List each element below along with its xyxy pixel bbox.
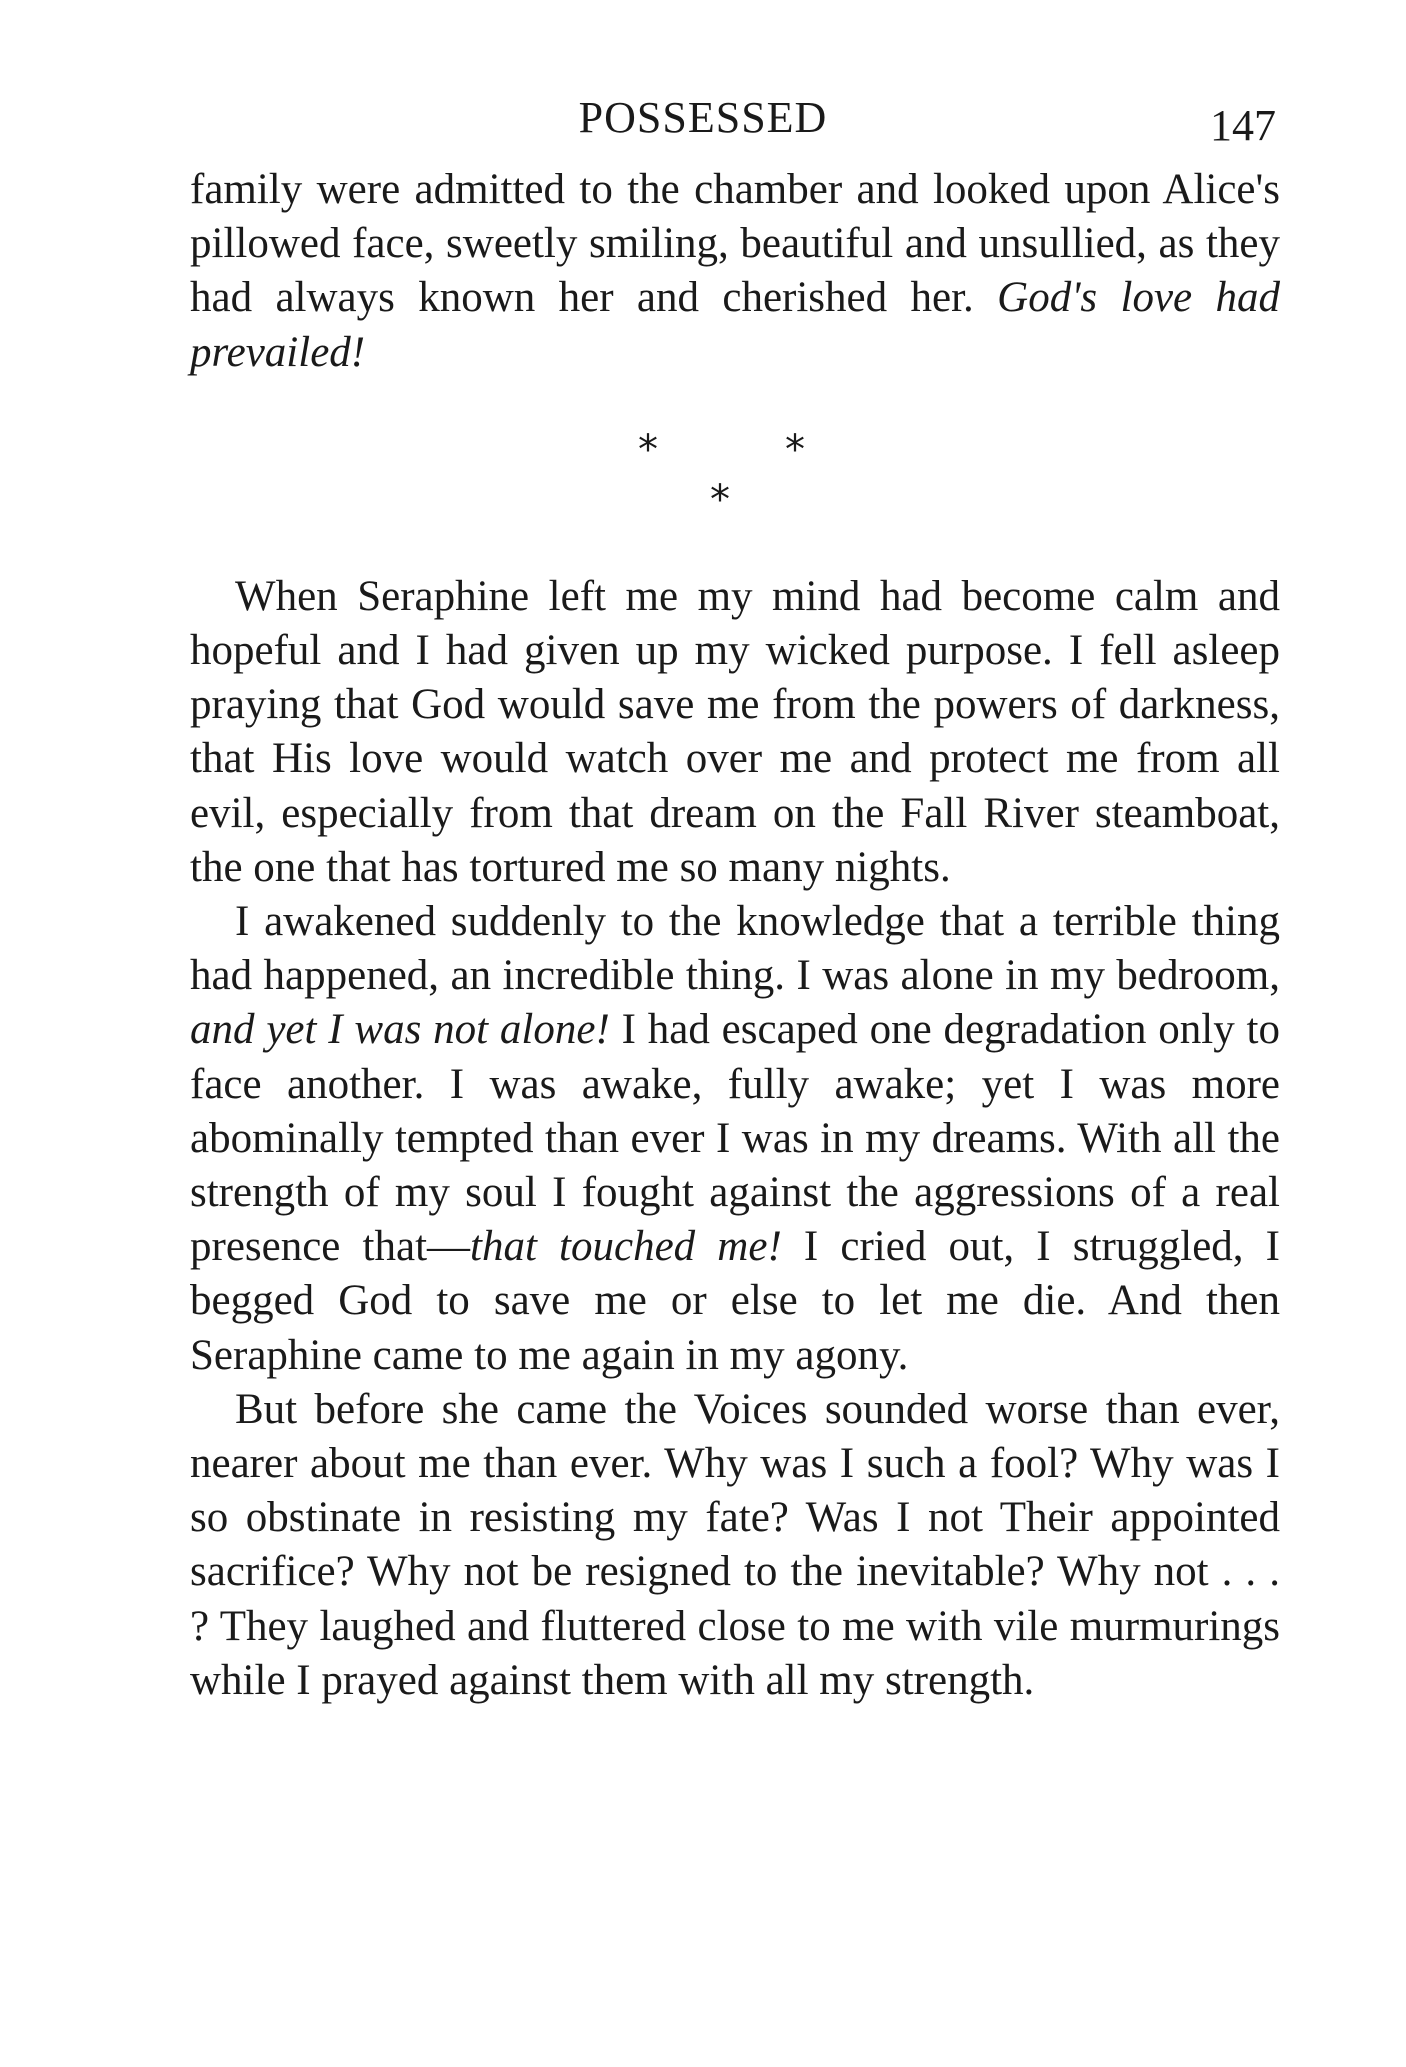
italic-phrase: that touched me! xyxy=(470,1223,782,1271)
paragraph-continuation xyxy=(190,163,1280,380)
paragraph-text: family were admitted to the chamber and looked upon Alice's pillowed face, sweetly smiling, beautiful and unsullied, as they had always known her and cherished her. xyxy=(190,166,1280,322)
paragraph xyxy=(190,895,1280,1383)
running-head xyxy=(0,88,1406,148)
page-number: 147 xyxy=(1210,101,1276,150)
italic-phrase: and yet I was not alone! xyxy=(190,1006,610,1054)
asterisk-glyph: * xyxy=(785,426,805,473)
paragraph: When Seraphine left me my mind had become calm and hopeful and I had given up my wicked purpose. I fell asleep praying that God would save me from the powers of darkness, that His love would watch over me and protect me from all evil, especially from that dream on the Fall River steamboat, the one that has tortured me so many nights. xyxy=(190,572,1280,891)
section-break-asterism xyxy=(190,380,1280,570)
italic-phrase: God's love had prevailed! xyxy=(190,274,1280,376)
asterisk-glyph: * xyxy=(638,426,658,473)
asterisk-glyph: * xyxy=(710,476,730,523)
paragraph: But before she came the Voices sounded worse than ever, nearer about me than ever. Why was I such a fool? Why was I so obstinate in resisting my fate? Was I not Their appointed sacrifice? Why not be resigned to the inevitable? Why not . . . ? They laughed and fluttered close to me with vile murmurings while I prayed against them with all my strength. xyxy=(190,1385,1280,1704)
body-text xyxy=(190,163,1280,1708)
paragraph-text: I awakened suddenly to the knowledge that a terrible thing had happened, an incredible thing. I was alone in my bedroom, xyxy=(190,898,1280,1000)
paragraph-text: I had escaped one degradation only to face another. I was awake, fully awake; yet I was more abominally tempted than ever I was in my dreams. With all the strength of my soul I fought against the aggressions of a real presence that— xyxy=(190,1006,1280,1271)
running-title: POSSESSED xyxy=(578,93,828,142)
paragraph-text: I cried out, I struggled, I begged God to save me or else to let me die. And then Seraphine came to me again in my agony. xyxy=(190,1223,1280,1379)
